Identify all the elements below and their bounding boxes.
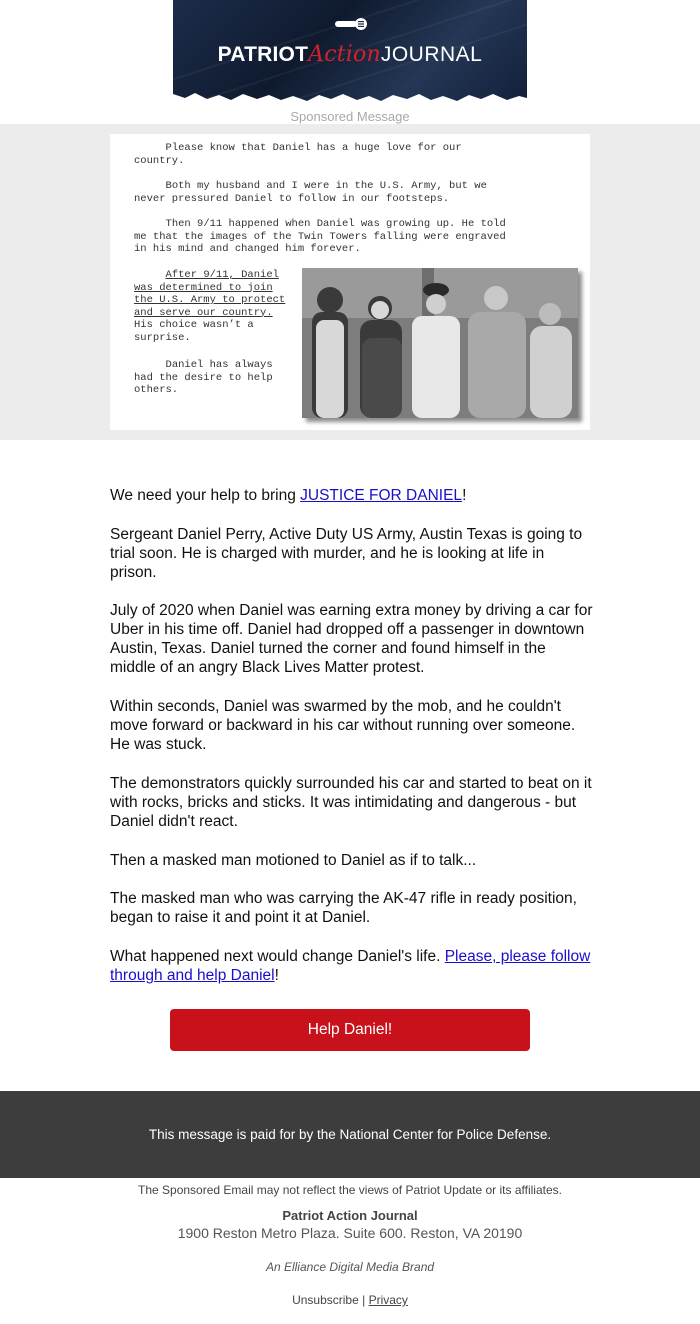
body-paragraph-3: July of 2020 when Daniel was earning extra money by driving a car for Uber in his time off. Daniel had dropped off a passenger in downtown Austin, Texas. Daniel turned the corner and found himself in the middle of an angry Black Lives Matter protest.: [110, 602, 593, 676]
body-paragraph-5: The demonstrators quickly surrounded his car and started to beat on it with rocks, bricks and sticks. It was intimidating and dangerous - but Daniel didn't react.: [110, 775, 592, 830]
publisher-address: 1900 Reston Metro Plaza. Suite 600. Reston, VA 20190: [177, 1225, 523, 1241]
sponsored-label: Sponsored Message: [290, 109, 410, 124]
letter-para-5: Daniel has always had the desire to help others.: [134, 359, 273, 397]
header-banner[interactable]: [173, 0, 527, 104]
justice-for-daniel-link[interactable]: JUSTICE FOR DANIEL: [300, 487, 463, 504]
letter-para-4: After 9/11, Daniel was determined to join the U.S. Army to protect and serve our country. His choice wasn’t a surprise.: [134, 269, 286, 344]
family-photo-figures: [302, 268, 578, 418]
body-paragraph-8: What happened next would change Daniel's life. Please, please follow through and help Daniel!: [110, 948, 591, 984]
body-paragraph-1: We need your help to bring JUSTICE FOR DANIEL!: [110, 487, 467, 504]
microphone-flag-icon: [333, 14, 369, 34]
body-paragraph-6: Then a masked man motioned to Daniel as if to talk...: [110, 852, 477, 869]
privacy-link[interactable]: Privacy: [368, 1293, 408, 1307]
torn-edge: [173, 90, 527, 104]
letter-para-1: Please know that Daniel has a huge love for our country.: [134, 142, 462, 167]
paid-by-footer: This message is paid for by the National Center for Police Defense.: [0, 1091, 700, 1178]
footer-links: Unsubscribe | Privacy: [292, 1293, 408, 1307]
letter-para-2: Both my husband and I were in the U.S. Army, but we never pressured Daniel to follow in our footsteps.: [134, 180, 487, 205]
body-paragraph-2: Sergeant Daniel Perry, Active Duty US Army, Austin Texas is going to trial soon. He is charged with murder, and he is looking at life in prison.: [110, 526, 583, 581]
unsubscribe-link[interactable]: Unsubscribe: [292, 1293, 359, 1307]
brand-line: An Elliance Digital Media Brand: [265, 1260, 435, 1274]
sponsored-disclaimer: The Sponsored Email may not reflect the views of Patriot Update or its affiliates.: [138, 1183, 562, 1197]
site-logo: PATRIOTActionJOURNAL: [217, 42, 483, 67]
body-paragraph-7: The masked man who was carrying the AK-47 rifle in ready position, began to raise it and point it at Daniel.: [110, 890, 577, 926]
publisher-name: Patriot Action Journal: [282, 1208, 418, 1223]
help-daniel-link[interactable]: Please, please follow through and help Daniel: [110, 948, 591, 984]
family-photo: [302, 268, 578, 418]
help-daniel-button[interactable]: Help Daniel!: [170, 1009, 530, 1051]
letter-para-3: Then 9/11 happened when Daniel was growing up. He told me that the images of the Twin Towers falling were engraved in his mind and changed him forever.: [134, 218, 506, 256]
body-paragraph-4: Within seconds, Daniel was swarmed by the mob, and he couldn't move forward or backward in his car without running over someone. He was stuck.: [110, 698, 576, 753]
